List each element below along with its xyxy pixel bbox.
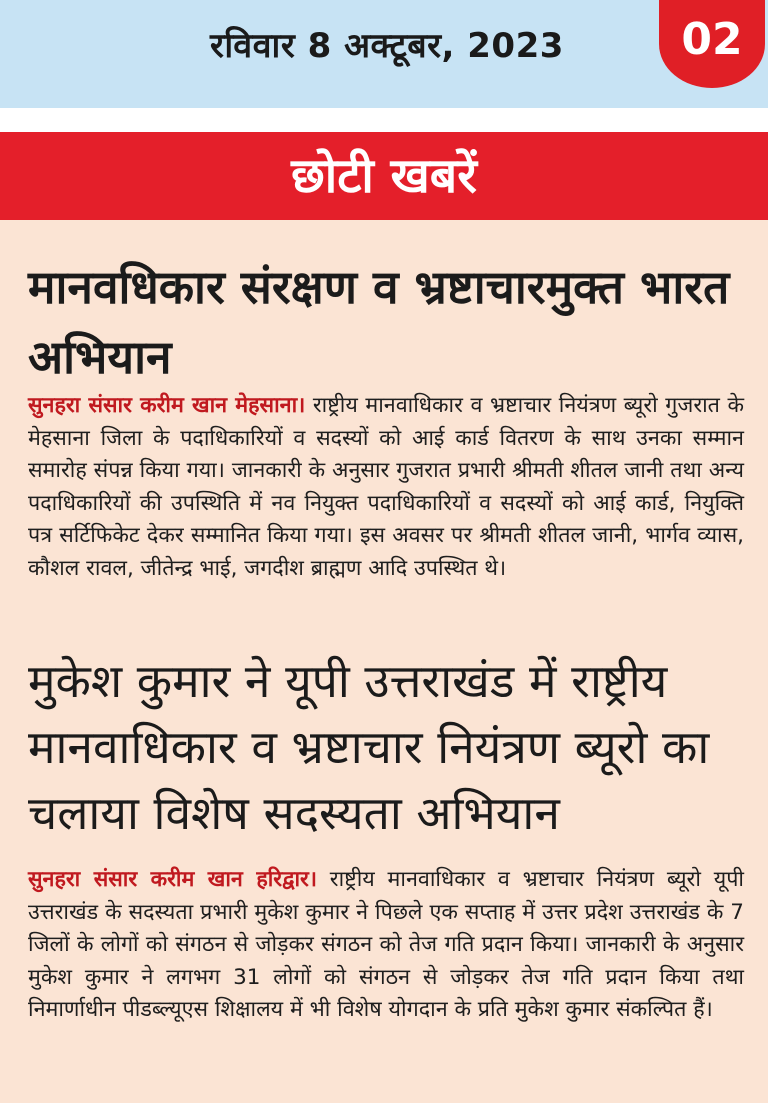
article-1-body	[28, 390, 744, 585]
article-1-headline: मानवधिकार संरक्षण व भ्रष्टाचारमुक्त भारत अभियान	[28, 260, 730, 384]
news-content	[0, 222, 768, 1103]
page-number-badge: 02	[659, 0, 765, 88]
article-2-body	[28, 864, 744, 1027]
article-2-dateline: सुनहरा संसार करीम खान हरिद्वार।	[28, 867, 317, 892]
section-title: छोटी खबरें	[0, 132, 768, 220]
header-bar	[0, 0, 768, 108]
article-1-dateline: सुनहरा संसार करीम खान मेहसाना।	[28, 393, 306, 418]
article-1-text: राष्ट्रीय मानवाधिकार व भ्रष्टाचार नियंत्रण ब्यूरो गुजरात के मेहसाना जिला के पदाधिकारियों व सदस्यों को आई कार्ड वितरण के साथ उनका सम्मान समारोह संपन्न किया गया। जानकारी के अनुसार गुजरात प्रभारी श्रीमती शीतल जानी तथा अन्य पदाधिकारियों की उपस्थिति में नव नियुक्त पदाधिकारियों व सदस्यों को आई कार्ड, नियुक्ति पत्र सर्टिफिकेट देकर सम्मानित किया गया। इस अवसर पर श्रीमती शीतल जानी, भार्गव व्यास, कौशल रावल, जीतेन्द्र भाई, जगदीश ब्राह्मण आदि उपस्थित थे।	[28, 393, 744, 581]
article-2-text: राष्ट्रीय मानवाधिकार व भ्रष्टाचार नियंत्रण ब्यूरो यूपी उत्तराखंड के सदस्यता प्रभारी मुकेश कुमार ने पिछले एक सप्ताह में उत्तर प्रदेश उत्तराखंड के 7 जिलों के लोगों को संगठन से जोड़कर संगठन को तेज गति प्रदान किया। जानकारी के अनुसार मुकेश कुमार ने लगभग 31 लोगों को संगठन से जोड़कर तेज गति प्रदान किया तथा निमार्णाधीन पीडब्ल्यूएस शिक्षालय में भी विशेष योगदान के प्रति मुकेश कुमार संकल्पित हैं।	[28, 867, 744, 1022]
issue-date: रविवार 8 अक्टूबर, 2023	[210, 26, 564, 66]
next-article-cutoff	[0, 1090, 768, 1103]
article-2-headline: मुकेश कुमार ने यूपी उत्तराखंड में राष्ट्रीय मानवाधिकार व भ्रष्टाचार नियंत्रण ब्यूरो का चलाया विशेष सदस्यता अभियान	[28, 654, 710, 840]
header-divider	[0, 108, 768, 132]
